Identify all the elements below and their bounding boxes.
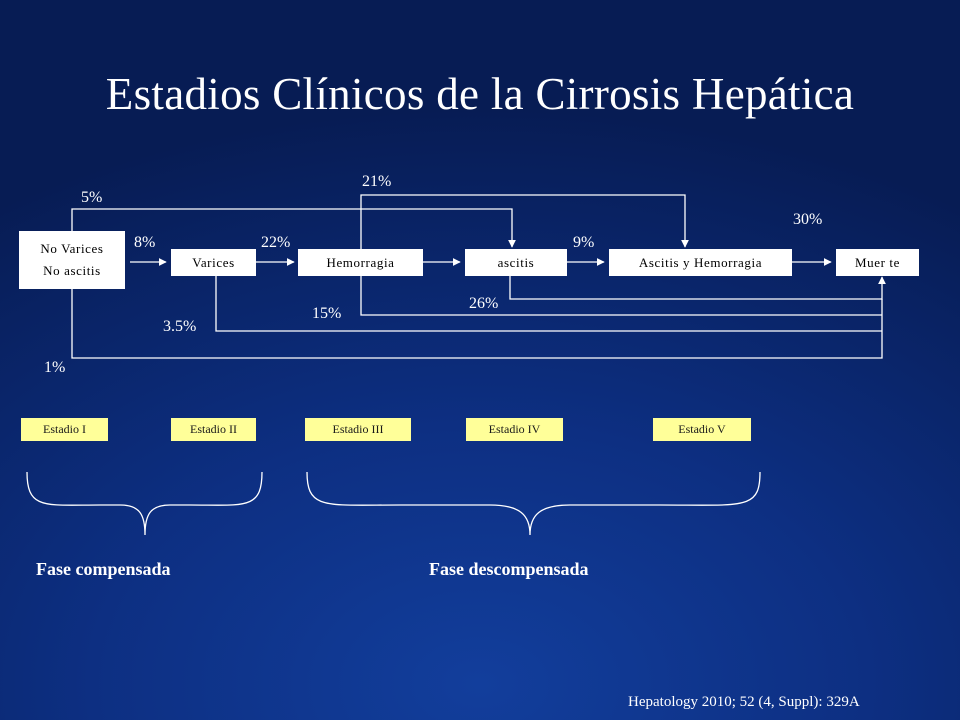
pct-ascitis-to-ascitis-hemorragia: 9%: [573, 234, 595, 251]
node-ascitis: ascitis: [465, 249, 567, 276]
pct-varices-to-hemorragia: 22%: [261, 234, 291, 251]
pct-no-varices-to-ascitis: 5%: [81, 189, 103, 206]
stage-4: Estadio IV: [466, 418, 563, 441]
pct-ascitis-hemorragia-to-muerte: 30%: [793, 211, 823, 228]
line-varices-to-muerte: [216, 276, 882, 331]
node-hemorragia: Hemorragia: [298, 249, 423, 276]
stage-3: Estadio III: [305, 418, 411, 441]
node-no-varices-line2: No ascitis: [43, 263, 101, 278]
brace-descompensada: [307, 472, 760, 535]
pct-ascitis-to-muerte: 26%: [469, 295, 499, 312]
node-ascitis-hemorragia: Ascitis y Hemorragia: [609, 249, 792, 276]
pct-no-varices-to-varices: 8%: [134, 234, 156, 251]
arrow-ascitis-to-muerte: [510, 276, 882, 299]
phase-compensada: Fase compensada: [36, 559, 171, 579]
slide-title: Estadios Clínicos de la Cirrosis Hepática: [105, 69, 855, 119]
node-varices: Varices: [171, 249, 256, 276]
node-no-varices-line1: No Varices: [40, 241, 104, 256]
node-no-varices-no-ascitis: [19, 231, 125, 289]
citation: Hepatology 2010; 52 (4, Suppl): 329A: [628, 694, 860, 710]
stage-2: Estadio II: [171, 418, 256, 441]
brace-compensada: [27, 472, 262, 535]
pct-no-varices-to-muerte: 1%: [44, 359, 66, 376]
line-hemorragia-to-muerte: [361, 276, 882, 315]
stage-1: Estadio I: [21, 418, 108, 441]
phase-descompensada: Fase descompensada: [429, 559, 589, 579]
stage-5: Estadio V: [653, 418, 751, 441]
arrow-hemorragia-to-ascitis-hemorragia: [361, 195, 685, 249]
node-muerte: Muer te: [836, 249, 919, 276]
pct-hemorragia-to-muerte: 15%: [312, 305, 342, 322]
pct-hemorragia-to-ascitis-hemorragia: 21%: [362, 173, 392, 190]
pct-varices-to-muerte: 3.5%: [163, 318, 197, 335]
